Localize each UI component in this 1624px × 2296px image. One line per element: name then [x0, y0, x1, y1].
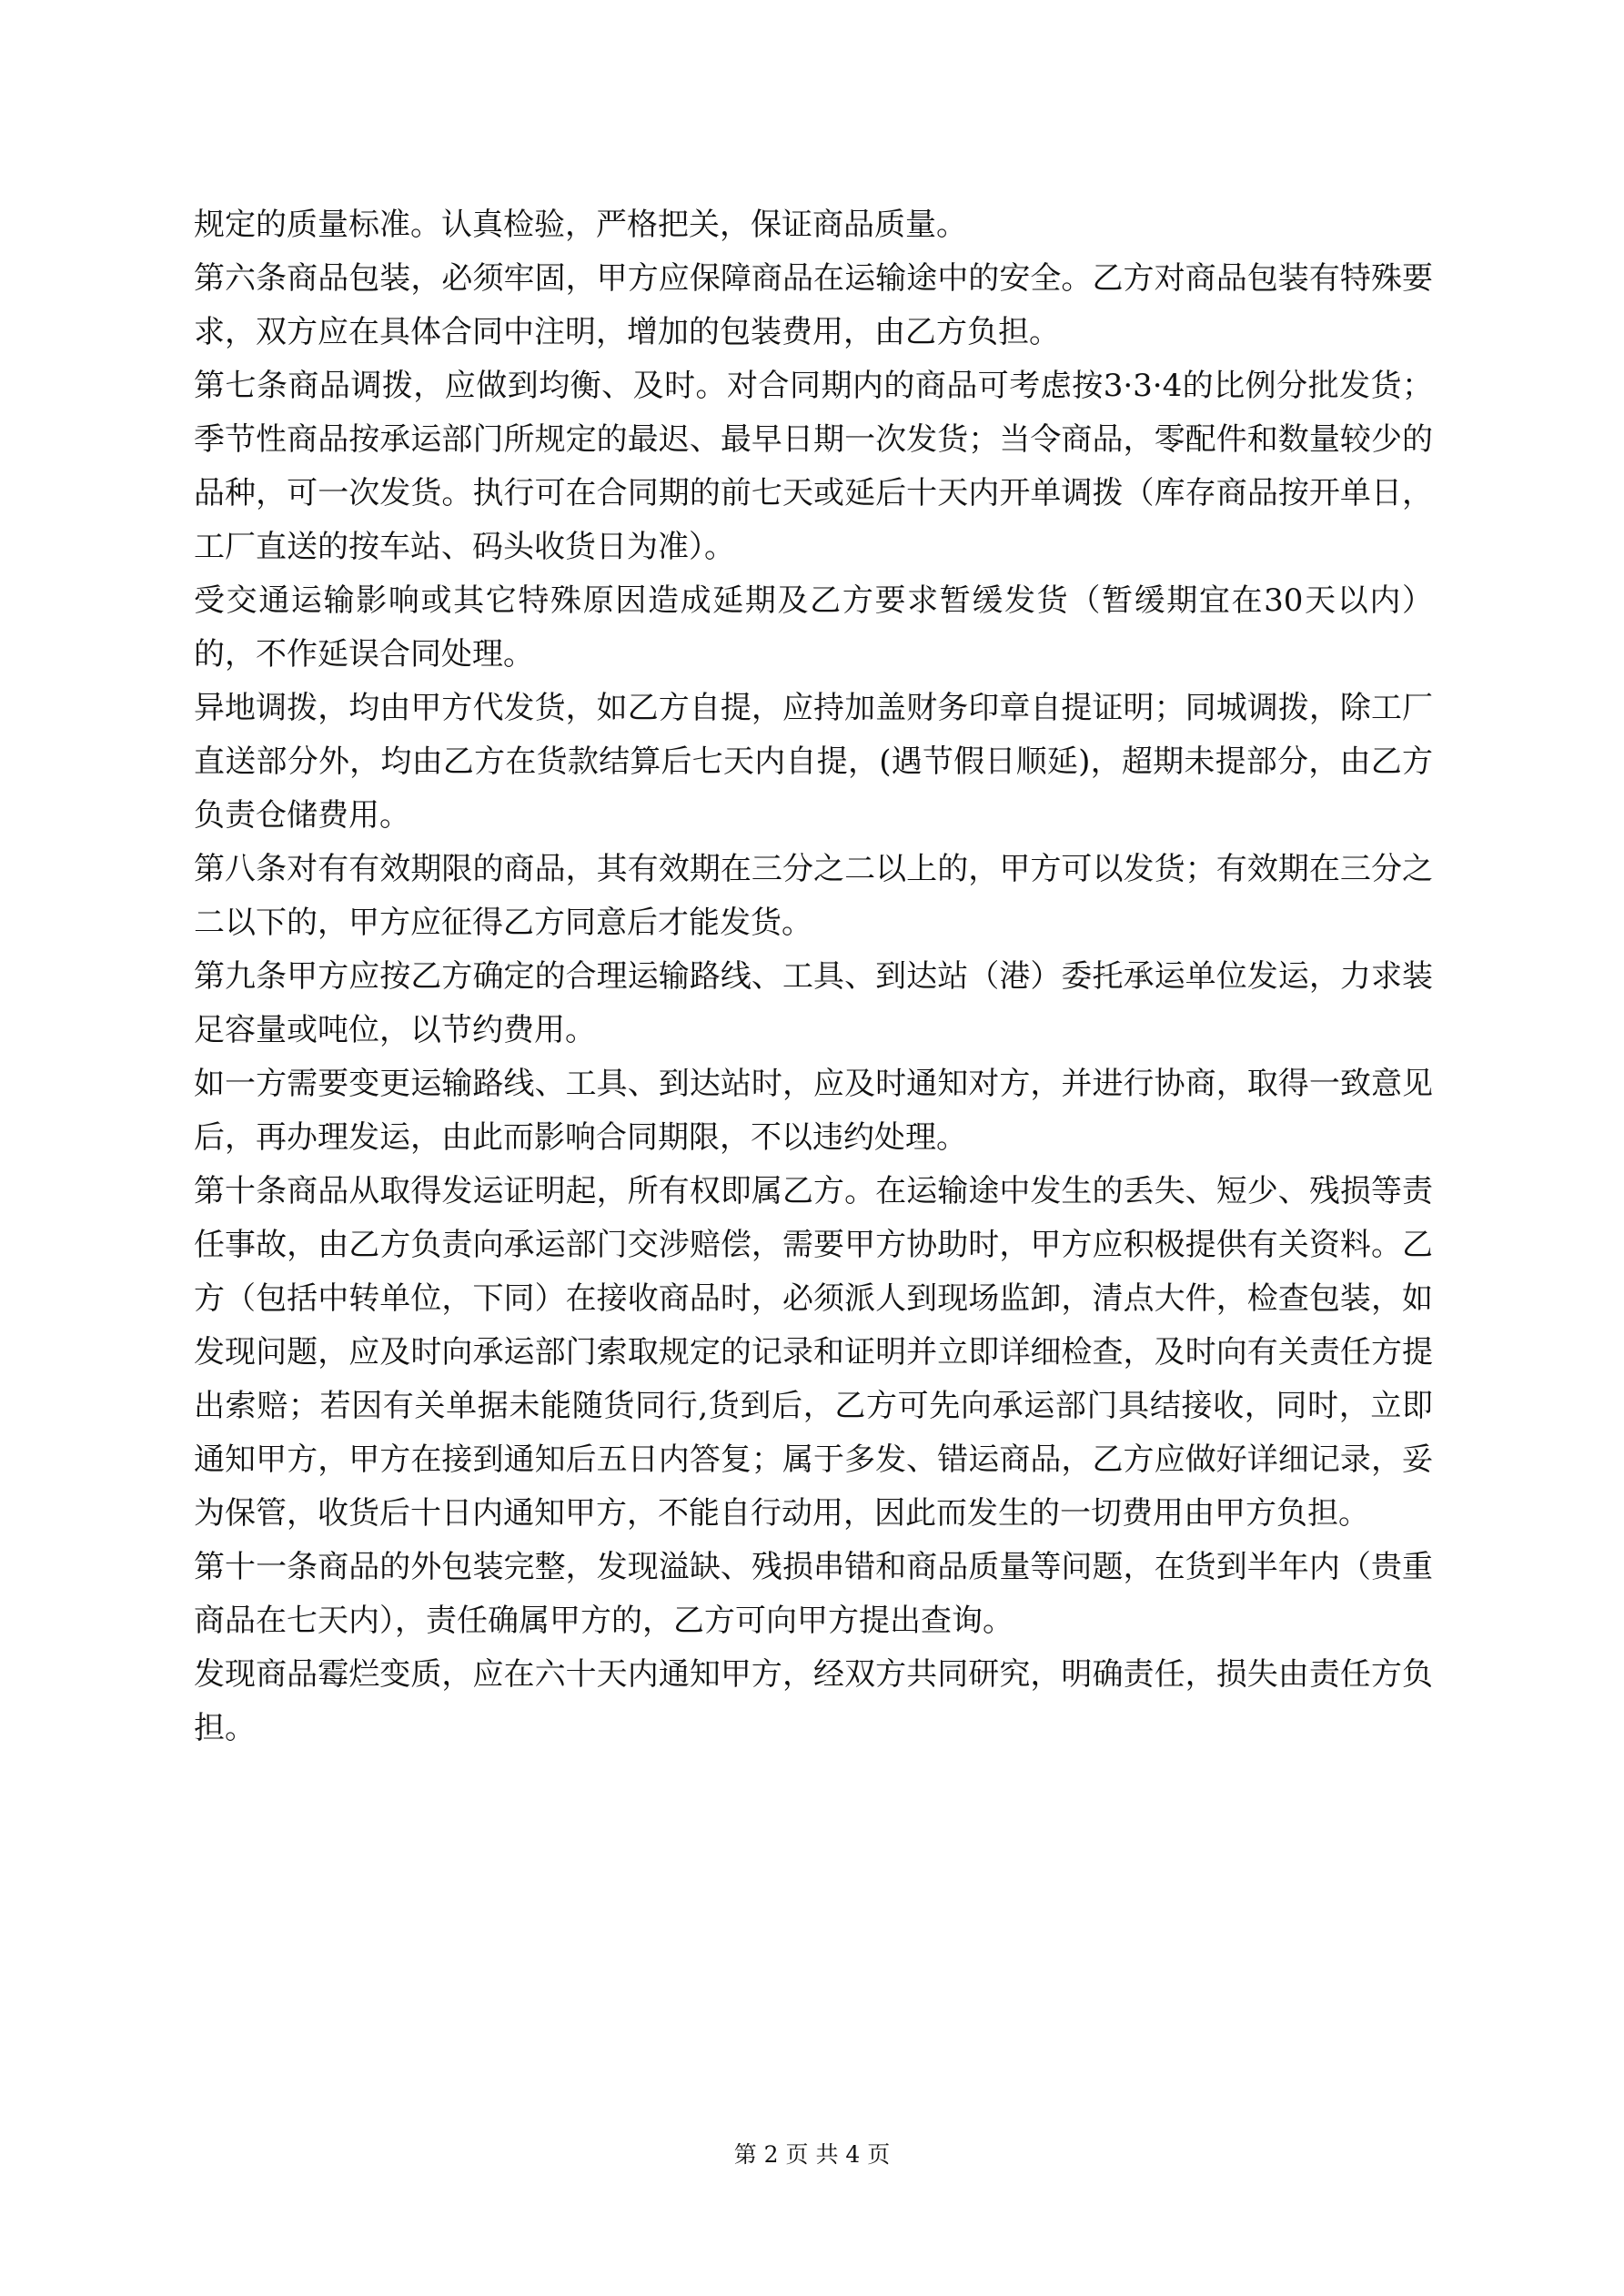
- page-number-footer: 第 2 页 共 4 页: [733, 2141, 891, 2168]
- document-body: [194, 198, 1433, 1755]
- paragraph-article-6: 第六条商品包装，必须牢固，甲方应保障商品在运输途中的安全。乙方对商品包装有特殊要求，双方应在具体合同中注明，增加的包装费用，由乙方负担。: [194, 260, 1433, 350]
- paragraph-article-10: 第十条商品从取得发运证明起，所有权即属乙方。在运输途中发生的丢失、短少、残损等责任事故，由乙方负责向承运部门交涉赔偿，需要甲方协助时，甲方应积极提供有关资料。乙方（包括中转单位，下同）在接收商品时，必须派人到现场监卸，清点大件，检查包装，如发现问题，应及时向承运部门索取规定的记录和证明并立即详细检查，及时向有关责任方提出索赔；若因有关单据未能随货同行,货到后，乙方可先向承运部门具结接收，同时，立即通知甲方，甲方在接到通知后五日内答复；属于多发、错运商品，乙方应做好详细记录，妥为保管，收货后十日内通知甲方，不能自行动用，因此而发生的一切费用由甲方负担。: [194, 1173, 1433, 1532]
- paragraph-article-8: 第八条对有有效期限的商品，其有效期在三分之二以上的，甲方可以发货；有效期在三分之二以下的，甲方应征得乙方同意后才能发货。: [194, 851, 1433, 941]
- paragraph-article-7: 第七条商品调拨，应做到均衡、及时。对合同期内的商品可考虑按3·3·4的比例分批发货；季节性商品按承运部门所规定的最迟、最早日期一次发货；当令商品，零配件和数量较少的品种，可一次发货。执行可在合同期的前七天或延后十天内开单调拨（库存商品按开单日，工厂直送的按车站、码头收货日为准）。: [194, 368, 1433, 565]
- paragraph-delay-exemption: 受交通运输影响或其它特殊原因造成延期及乙方要求暂缓发货（暂缓期宜在30天以内）的，不作延误合同处理。: [194, 582, 1433, 673]
- paragraph-spoilage: 发现商品霉烂变质，应在六十天内通知甲方，经双方共同研究，明确责任，损失由责任方负担。: [194, 1656, 1433, 1746]
- paragraph-article-9: 第九条甲方应按乙方确定的合理运输路线、工具、到达站（港）委托承运单位发运，力求装足容量或吨位，以节约费用。: [194, 958, 1433, 1048]
- paragraph-remote-transfer: 异地调拨，均由甲方代发货，如乙方自提，应持加盖财务印章自提证明；同城调拨，除工厂直送部分外，均由乙方在货款结算后七天内自提，(遇节假日顺延)，超期未提部分，由乙方负责仓储费用。: [194, 690, 1433, 834]
- paragraph-quality-standard: 规定的质量标准。认真检验，严格把关，保证商品质量。: [194, 207, 967, 243]
- paragraph-route-change: 如一方需要变更运输路线、工具、到达站时，应及时通知对方，并进行协商，取得一致意见后，再办理发运，由此而影响合同期限，不以违约处理。: [194, 1066, 1433, 1156]
- paragraph-article-11: 第十一条商品的外包装完整，发现溢缺、残损串错和商品质量等问题，在货到半年内（贵重商品在七天内），责任确属甲方的，乙方可向甲方提出查询。: [194, 1549, 1433, 1639]
